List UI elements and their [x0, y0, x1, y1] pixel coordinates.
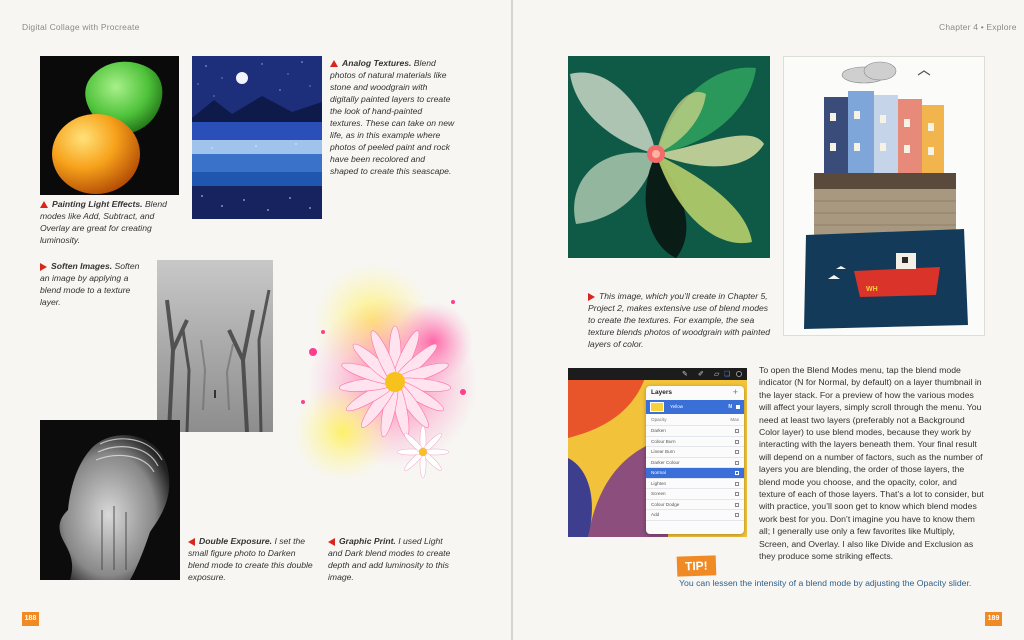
caption-marker-icon: [328, 538, 335, 546]
caption-marker-icon: [40, 263, 47, 271]
blend-mode-colour-dodge[interactable]: Colour Dodge: [646, 500, 744, 511]
layers-tool-icon[interactable]: ❏: [724, 371, 731, 378]
running-head-right: Chapter 4 • Explore: [939, 22, 1017, 32]
caption-marker-icon: [330, 60, 338, 67]
blend-mode-linear-burn[interactable]: Linear Burn: [646, 447, 744, 458]
blend-mode-darken[interactable]: Darken: [646, 426, 744, 437]
blend-mode-normal[interactable]: Normal: [646, 468, 744, 479]
caption-soften-images: Soften Images. Soften an image by applying a blend mode to a texture layer.: [40, 261, 140, 307]
caption-marker-icon: [188, 538, 195, 546]
opacity-label: Opacity: [651, 417, 667, 422]
caption-marker-icon: [40, 201, 48, 208]
left-page: [0, 0, 511, 640]
body-paragraph: To open the Blend Modes menu, tap the blend mode indicator (N for Normal, by default) on a layer thumbnail in the layer stack. For a preview of how the various modes will affect your layers, simply scroll through the menu. You need at least two layers (preferably not a Background Color layer) to use blend modes, because they work by interacting with the layers beneath them. Your final result will depend on a number of factors, such as the number of layers you are blending, the order of those layers, the blend mode you choose, and the opacity, color, and texture of each of those layers. That’s a lot to consider, but with practice, you’ll soon get to know which blend modes work best for you. Don’t imagine you have to know them all; I generally use only a few favorites like Multiply, Screen, and Overlay. I also like Divide and Exclusion as they produce some striking effects.: [759, 365, 984, 562]
caption-flower-collage: This image, which you’ll create in Chapter 5, Project 2, makes extensive use of blend modes to create the textures. For example, the sea texture blends photos of woodgrain with painted layers of color.: [588, 291, 771, 349]
blend-mode-darker-colour[interactable]: Darker Colour: [646, 458, 744, 469]
painting-light-image: [40, 56, 179, 195]
blend-mode-colour-burn[interactable]: Colour Burn: [646, 437, 744, 448]
layers-panel-screenshot: [568, 368, 747, 537]
layers-panel-title: Layers: [651, 389, 672, 396]
layers-panel: [646, 386, 744, 534]
blend-mode-list: [646, 426, 744, 521]
tip-badge: TIP!: [677, 555, 716, 576]
blend-mode-lighten[interactable]: Lighten: [646, 479, 744, 490]
tip-text: You can lessen the intensity of a blend mode by adjusting the Opacity slider.: [679, 578, 972, 588]
running-head-left: Digital Collage with Procreate: [22, 22, 140, 32]
blend-mode-add[interactable]: Add: [646, 510, 744, 521]
double-exposure-image: [40, 420, 180, 580]
svg-text:WH: WH: [866, 286, 878, 293]
layer-row-yellow[interactable]: [646, 400, 744, 414]
smudge-tool-icon[interactable]: ✐: [698, 371, 704, 378]
page-number-right: 189: [985, 612, 1002, 626]
brush-tool-icon[interactable]: ✎: [682, 371, 688, 378]
eraser-tool-icon[interactable]: ▱: [714, 371, 720, 378]
page-number-left: 188: [22, 612, 39, 626]
opacity-value: Max: [730, 417, 739, 422]
caption-double-exposure: Double Exposure. I set the small figure photo to Darken blend mode to create this double exposure.: [188, 536, 313, 582]
foggy-trees-image: [157, 260, 273, 432]
flower-collage-image: [568, 56, 770, 258]
blend-mode-screen[interactable]: Screen: [646, 489, 744, 500]
caption-graphic-print: Graphic Print. I used Light and Dark blend modes to create depth and add luminosity to this image.: [328, 536, 451, 582]
seascape-image: [192, 56, 322, 219]
opacity-slider-row[interactable]: [646, 414, 744, 426]
houses-collage-image: [783, 56, 985, 336]
color-picker-icon[interactable]: [736, 371, 742, 377]
add-layer-button[interactable]: +: [732, 387, 738, 397]
caption-painting-light: Painting Light Effects. Blend modes like Add, Subtract, and Overlay are great for creating luminosity.: [40, 199, 167, 245]
layer-visibility-checkbox[interactable]: [736, 405, 740, 409]
layer-name: Yellow: [670, 404, 684, 409]
layer-thumbnail: [650, 402, 664, 412]
layers-panel-header: [646, 386, 744, 400]
graphic-print-image: [283, 262, 483, 492]
caption-analog-textures: Analog Textures. Blend photos of natural materials like stone and woodgrain with digitally painted layers to create the look of hand-painted textures. These can take on new life, as in this example where photos of peeled paint and rock have been recolored and shaped to create this seascape.: [330, 58, 455, 176]
procreate-toolbar: [568, 368, 747, 380]
blend-mode-indicator[interactable]: N: [728, 404, 732, 410]
caption-marker-icon: [588, 293, 595, 301]
right-page: [513, 0, 1024, 640]
